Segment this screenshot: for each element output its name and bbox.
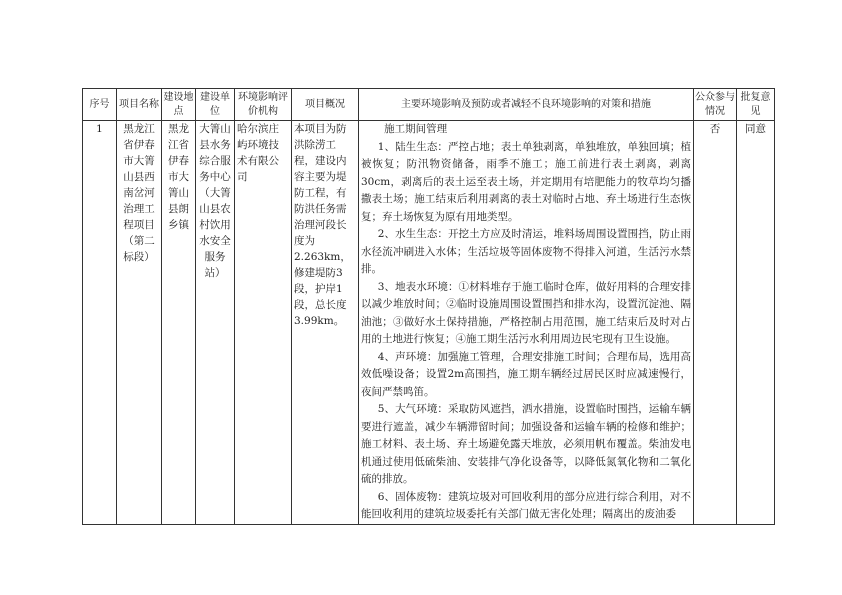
eia-approval-table: [82, 88, 775, 525]
approval-opinion: 同意: [737, 121, 775, 525]
header-approval: 批复意见: [737, 89, 775, 121]
header-location: 建设地点: [162, 89, 196, 121]
measures-cell: [359, 121, 694, 525]
measure-atmosphere: 5、大气环境：采取防风遮挡，洒水措施，设置临时围挡，运输车辆要进行遮盖，减少车辆滞留时间；加强设备和运输车辆的检修和维护；施工材料、表土场、弃土场避免露天堆放，必须用帆布覆盖。柴油发电机通过使用低硫柴油、安装排气净化设备等，以降低氮氧化物和二氧化硫的排放。: [361, 403, 691, 485]
header-no: 序号: [83, 89, 117, 121]
construction-unit: 大箐山县水务综合服务中心（大箐山县农村饮用水安全服务站）: [196, 121, 235, 525]
header-project-name: 项目名称: [117, 89, 162, 121]
project-name: 黑龙江省伊春市大箐山县西南岔河治理工程项目（第二标段）: [117, 121, 162, 525]
project-location: 黑龙江省伊春市大箐山县朗乡镇: [162, 121, 196, 525]
header-public-participation: 公众参与情况: [694, 89, 737, 121]
measure-solid-waste: 6、固体废物：建筑垃圾对可回收利用的部分应进行综合利用，对不能回收利用的建筑垃圾委托有关部门做无害化处理；隔离出的废油委: [361, 490, 691, 520]
header-overview: 项目概况: [292, 89, 359, 121]
measure-terrestrial-ecology: 1、陆生生态：严控占地；表土单独剥离，单独堆放，单独回填；植被恢复；防汛物资储备，雨季不施工；施工前进行表土剥离，剥离30cm，剥离后的表土运至表土场，并定期用有培肥能力的牧草均匀播撒表土场；施工结束后利用剥离的表土对临时占地、弃土场进行生态恢复；弃土场恢复为原有用地类型。: [361, 140, 691, 223]
header-builder: 建设单位: [196, 89, 235, 121]
table-row: [83, 121, 775, 525]
measure-surface-water: 3、地表水环境：①材料堆存于施工临时仓库，做好用料的合理安排以减少堆放时间；②临时设施周围设置围挡和排水沟，设置沉淀池、隔油池；③做好水土保持措施，严格控制占用范围，施工结束后及时对占用的土地进行恢复；④施工期生活污水利用周边民宅现有卫生设施。: [361, 280, 691, 345]
measure-acoustic: 4、声环境：加强施工管理，合理安排施工时间；合理布局，选用高效低噪设备；设置2m高围挡，施工期车辆经过居民区时应减速慢行，夜间严禁鸣笛。: [361, 350, 691, 398]
project-overview: 本项目为防洪除涝工程，建设内容主要为堤防工程，有防洪任务需治理河段长度为2.263km，修建堤防3段，护岸1段，总长度3.99km。: [292, 121, 359, 525]
public-participation: 否: [694, 121, 737, 525]
row-number: 1: [83, 121, 117, 525]
table-header-row: [83, 89, 775, 121]
measures-heading: 施工期间管理: [384, 123, 448, 135]
header-eia-agency: 环境影响评价机构: [235, 89, 292, 121]
header-measures: 主要环境影响及预防或者减轻不良环境影响的对策和措施: [359, 89, 694, 121]
eia-agency: 哈尔滨庄屿环境技术有限公司: [235, 121, 292, 525]
measure-aquatic-ecology: 2、水生生态：开挖土方应及时清运，堆料场周围设置围挡，防止雨水径流冲刷进入水体；生活垃圾等固体废物不得排入河道，生活污水禁排。: [361, 228, 691, 275]
